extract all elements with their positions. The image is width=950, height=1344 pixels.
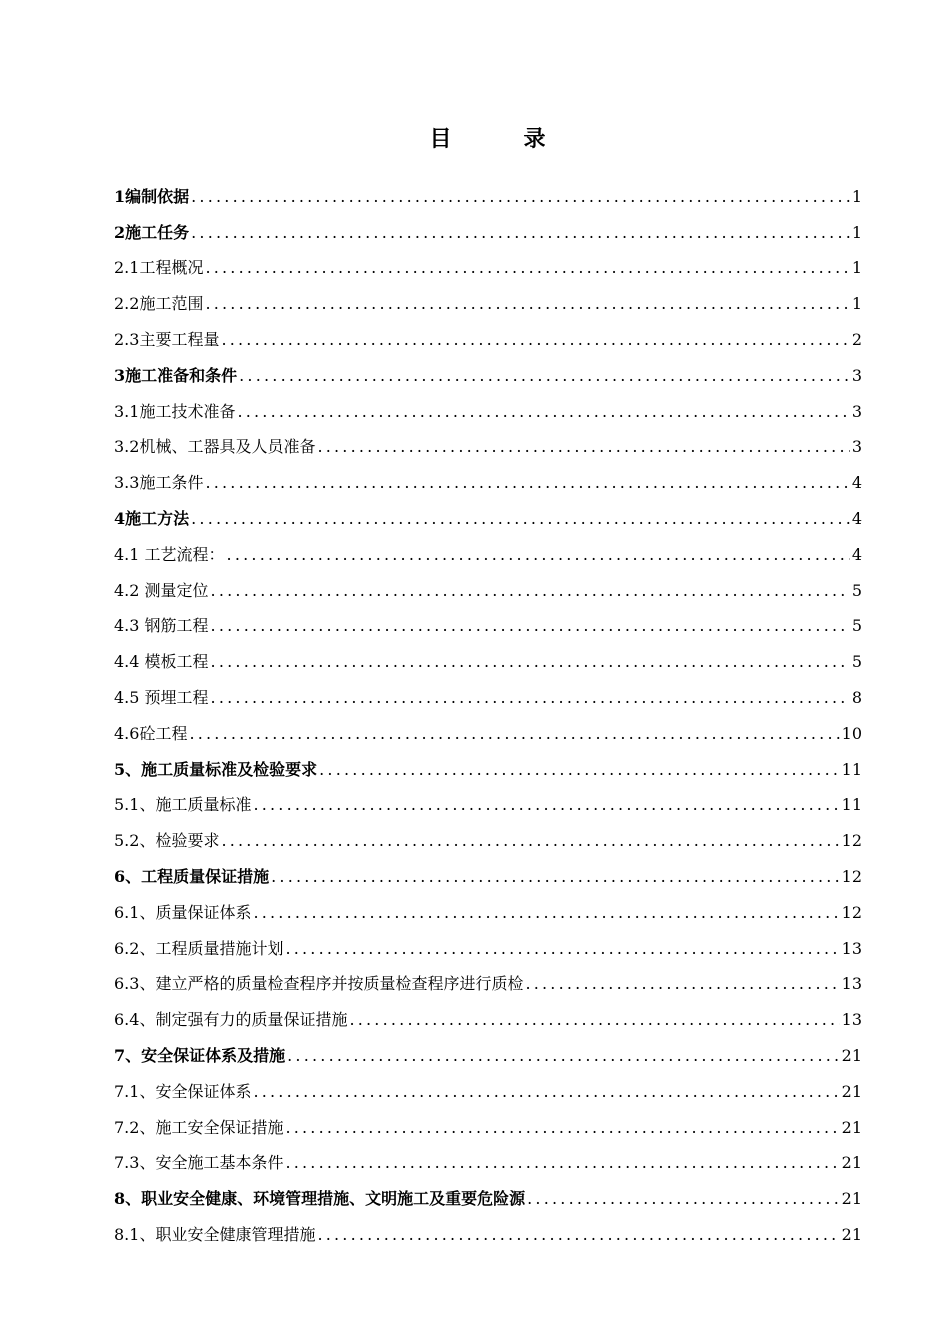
toc-entry[interactable] <box>114 315 862 351</box>
toc-entry-label: 6.4、制定强有力的质量保证措施 <box>114 1010 348 1030</box>
toc-entry-page-number: 21 <box>841 1081 862 1101</box>
title-char-1: 目 <box>429 126 452 152</box>
toc-entry-page-number: 21 <box>841 1189 862 1209</box>
toc-entry[interactable] <box>114 673 862 709</box>
toc-entry[interactable] <box>114 279 862 315</box>
toc-entry-page-number: 11 <box>841 759 862 779</box>
dot-leader <box>251 794 839 816</box>
toc-entry[interactable] <box>114 530 862 566</box>
toc-entry[interactable] <box>114 208 862 244</box>
toc-entry[interactable] <box>114 924 862 960</box>
toc-entry[interactable] <box>114 172 862 208</box>
dot-leader <box>225 544 850 566</box>
toc-entry-label: 7.1、安全保证体系 <box>114 1081 252 1101</box>
toc-entry-label: 2.1工程概况 <box>114 258 204 278</box>
toc-entry[interactable] <box>114 602 862 638</box>
toc-entry-page-number: 13 <box>841 1010 862 1030</box>
toc-entry-page-number: 3 <box>851 365 862 385</box>
toc-entry-label: 5、施工质量标准及检验要求 <box>114 759 318 779</box>
toc-entry-label: 8.1、职业安全健康管理措施 <box>114 1224 316 1244</box>
dot-leader <box>283 1152 839 1174</box>
dot-leader <box>219 830 839 852</box>
toc-entry[interactable] <box>114 852 862 888</box>
toc-entry-label: 3.3施工条件 <box>114 473 204 493</box>
dot-leader <box>209 651 850 673</box>
toc-entry-page-number: 21 <box>841 1224 862 1244</box>
toc-entry-page-number: 4 <box>851 508 862 528</box>
toc-entry-page-number: 12 <box>841 831 862 851</box>
toc-entry-label: 4.4 模板工程 <box>114 652 209 672</box>
dot-leader <box>315 1224 839 1246</box>
toc-entry[interactable] <box>114 566 862 602</box>
toc-entry-page-number: 12 <box>841 902 862 922</box>
toc-entry[interactable] <box>114 494 862 530</box>
toc-entry[interactable] <box>114 888 862 924</box>
dot-leader <box>203 472 849 494</box>
toc-entry-page-number: 21 <box>841 1045 862 1065</box>
toc-entry-label: 2.2施工范围 <box>114 294 204 314</box>
toc-entry[interactable] <box>114 816 862 852</box>
toc-entry[interactable] <box>114 1210 862 1246</box>
dot-leader <box>209 580 850 602</box>
toc-entry-label: 6、工程质量保证措施 <box>114 866 270 886</box>
dot-leader <box>209 615 850 637</box>
dot-leader <box>525 1188 840 1210</box>
dot-leader <box>187 723 839 745</box>
title-char-2: 录 <box>523 126 546 152</box>
toc-entry[interactable] <box>114 458 862 494</box>
dot-leader <box>347 1009 839 1031</box>
toc-entry-label: 4.2 测量定位 <box>114 580 209 600</box>
toc-entry[interactable] <box>114 995 862 1031</box>
toc-entry-label: 4.6砼工程 <box>114 723 188 743</box>
page-title <box>0 122 950 153</box>
dot-leader <box>251 1081 839 1103</box>
toc-entry-label: 4施工方法 <box>114 508 190 528</box>
dot-leader <box>235 401 849 423</box>
dot-leader <box>237 365 850 387</box>
toc-entry[interactable] <box>114 745 862 781</box>
toc-entry-label: 3.1施工技术准备 <box>114 401 236 421</box>
toc-entry-page-number: 13 <box>841 938 862 958</box>
toc-entry[interactable] <box>114 387 862 423</box>
toc-entry-label: 1编制依据 <box>114 186 190 206</box>
toc-entry-page-number: 1 <box>851 186 862 206</box>
toc-entry-label: 5.1、施工质量标准 <box>114 795 252 815</box>
toc-entry[interactable] <box>114 1139 862 1175</box>
toc-entry-page-number: 1 <box>851 258 862 278</box>
toc-entry-label: 5.2、检验要求 <box>114 831 220 851</box>
toc-entry-page-number: 3 <box>851 401 862 421</box>
dot-leader <box>219 329 849 351</box>
toc-entry-label: 6.2、工程质量措施计划 <box>114 938 284 958</box>
toc-entry-page-number: 4 <box>851 473 862 493</box>
dot-leader <box>317 759 840 781</box>
toc-entry-page-number: 5 <box>851 652 862 672</box>
toc-entry-label: 4.1 工艺流程： <box>114 544 225 564</box>
toc-entry-page-number: 21 <box>841 1117 862 1137</box>
toc-entry-page-number: 10 <box>841 723 862 743</box>
toc-entry-page-number: 8 <box>851 687 862 707</box>
toc-entry-page-number: 11 <box>841 795 862 815</box>
toc-entry[interactable] <box>114 1174 862 1210</box>
toc-entry-label: 7.3、安全施工基本条件 <box>114 1153 284 1173</box>
toc-entry[interactable] <box>114 960 862 996</box>
dot-leader <box>209 687 850 709</box>
toc-entry-label: 2.3主要工程量 <box>114 329 220 349</box>
dot-leader <box>285 1045 840 1067</box>
toc-entry-label: 7.2、施工安全保证措施 <box>114 1117 284 1137</box>
dot-leader <box>189 186 850 208</box>
dot-leader <box>269 866 840 888</box>
toc-entry[interactable] <box>114 1103 862 1139</box>
toc-entry-page-number: 1 <box>851 294 862 314</box>
dot-leader <box>283 938 839 960</box>
toc-entry-page-number: 4 <box>851 544 862 564</box>
toc-entry-page-number: 13 <box>841 974 862 994</box>
toc-entry-label: 7、安全保证体系及措施 <box>114 1045 286 1065</box>
toc-entry[interactable] <box>114 1067 862 1103</box>
dot-leader <box>189 222 850 244</box>
toc-entry-label: 4.5 预埋工程 <box>114 687 209 707</box>
toc-entry-label: 6.3、建立严格的质量检查程序并按质量检查程序进行质检 <box>114 974 524 994</box>
toc-entry[interactable] <box>114 637 862 673</box>
toc-entry-label: 3.2机械、工器具及人员准备 <box>114 437 316 457</box>
toc-entry[interactable] <box>114 244 862 280</box>
toc-entry-page-number: 5 <box>851 616 862 636</box>
table-of-contents <box>114 172 862 1246</box>
toc-entry-page-number: 21 <box>841 1153 862 1173</box>
toc-entry[interactable] <box>114 1031 862 1067</box>
dot-leader <box>251 902 839 924</box>
toc-entry-page-number: 2 <box>851 329 862 349</box>
dot-leader <box>189 508 850 530</box>
toc-entry-label: 8、职业安全健康、环境管理措施、文明施工及重要危险源 <box>114 1189 526 1209</box>
dot-leader <box>315 436 849 458</box>
toc-entry-page-number: 5 <box>851 580 862 600</box>
dot-leader <box>203 293 849 315</box>
toc-entry-page-number: 3 <box>851 437 862 457</box>
toc-entry-page-number: 1 <box>851 222 862 242</box>
toc-entry[interactable] <box>114 351 862 387</box>
toc-entry-label: 2施工任务 <box>114 222 190 242</box>
toc-entry-label: 4.3 钢筋工程 <box>114 616 209 636</box>
toc-entry[interactable] <box>114 781 862 817</box>
dot-leader <box>283 1117 839 1139</box>
toc-entry[interactable] <box>114 423 862 459</box>
toc-entry-label: 3施工准备和条件 <box>114 365 238 385</box>
toc-entry-label: 6.1、质量保证体系 <box>114 902 252 922</box>
toc-entry-page-number: 12 <box>841 866 862 886</box>
toc-entry[interactable] <box>114 709 862 745</box>
dot-leader <box>203 257 849 279</box>
dot-leader <box>523 973 839 995</box>
